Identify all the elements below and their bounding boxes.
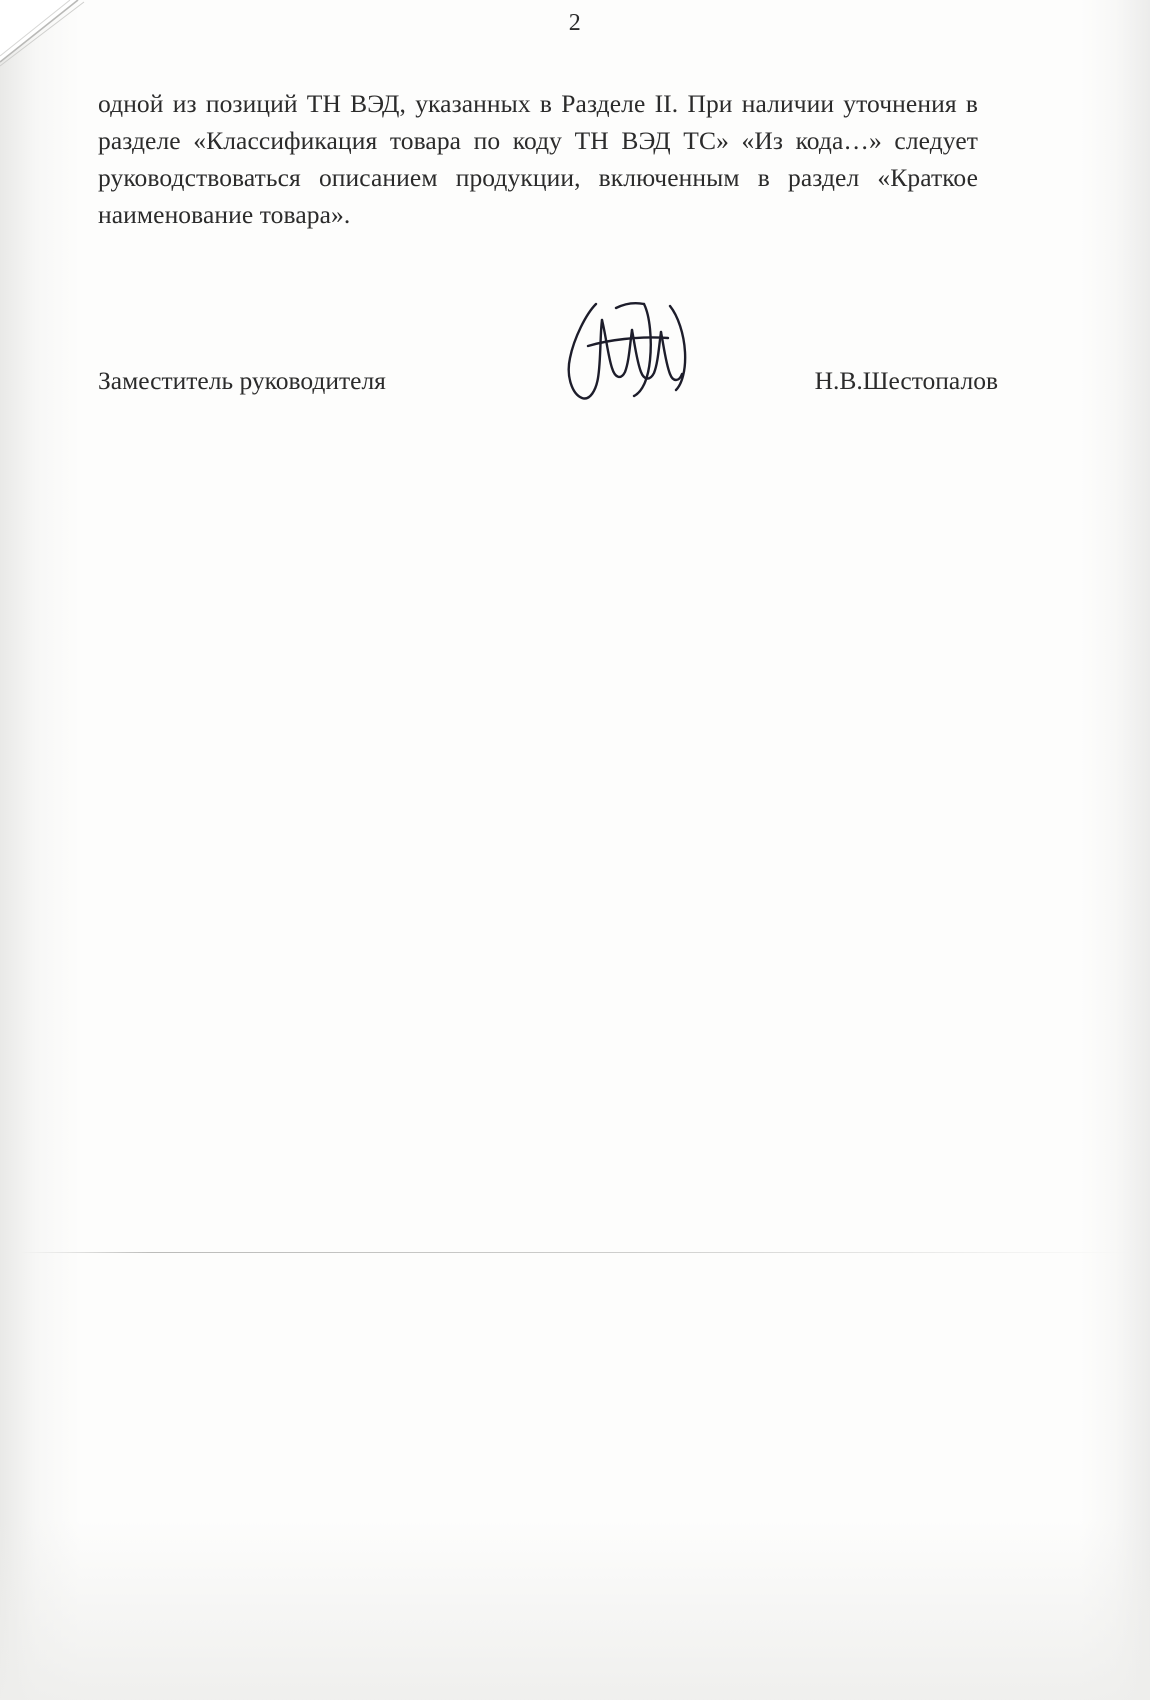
paper-fold-crease: [20, 1252, 1130, 1253]
signatory-role: Заместитель руководителя: [98, 366, 386, 395]
scan-shadow-bottom: [0, 1520, 1150, 1700]
body-paragraph: [98, 85, 978, 233]
page-number: 2: [568, 10, 582, 36]
scan-shadow-right: [1080, 0, 1150, 1700]
paragraph-text: одной из позиций ТН ВЭД, указанных в Разделе II. При наличии уточнения в разделе «Классификация товара по коду ТН ВЭД ТС» «Из кода…» следует руководствоваться описанием продукции, включенным в раздел «Краткое наименование товара».: [98, 89, 978, 229]
handwritten-signature-icon: [528, 286, 728, 416]
signature-block: [98, 366, 998, 406]
scan-shadow-left: [0, 0, 80, 1700]
signatory-name: Н.В.Шестопалов: [814, 366, 998, 395]
